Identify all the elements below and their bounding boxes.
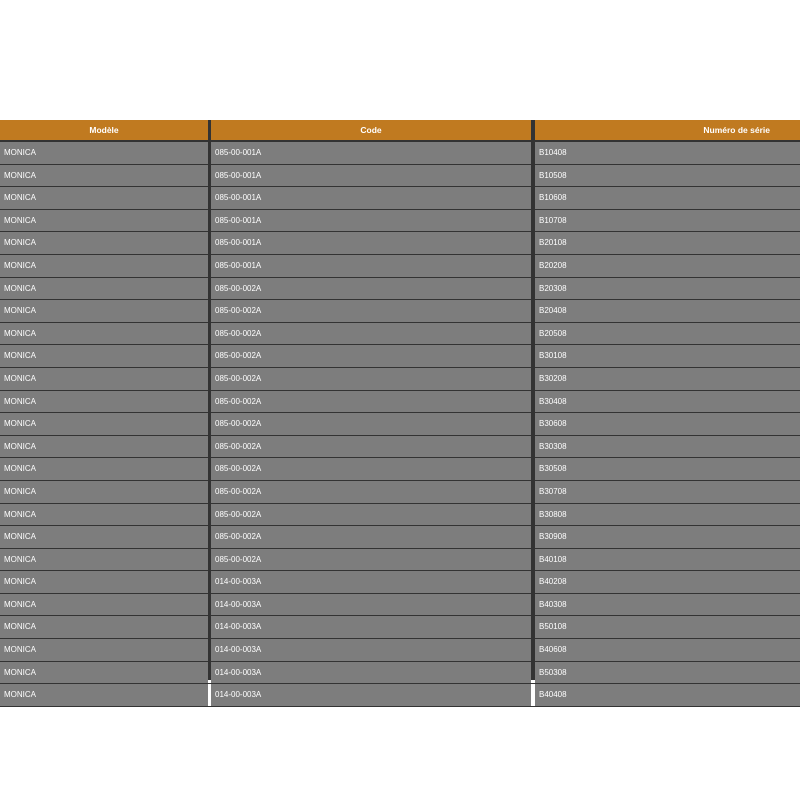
cell-model: MONICA <box>0 300 208 322</box>
cell-code: 014-00-003A <box>211 639 531 661</box>
header-code[interactable]: Code <box>211 120 531 140</box>
cell-serial-number: B50108 <box>535 616 800 638</box>
cell-code: 014-00-003A <box>211 616 531 638</box>
cell-code: 085-00-001A <box>211 142 531 164</box>
cell-model: MONICA <box>0 571 208 593</box>
cell-model: MONICA <box>0 187 208 209</box>
table-row[interactable] <box>0 594 800 617</box>
cell-code: 085-00-002A <box>211 481 531 503</box>
cell-model: MONICA <box>0 210 208 232</box>
cell-code: 014-00-003A <box>211 684 531 706</box>
cell-code: 085-00-002A <box>211 413 531 435</box>
table-row[interactable] <box>0 662 800 685</box>
cell-code: 085-00-002A <box>211 323 531 345</box>
cell-code: 085-00-001A <box>211 232 531 254</box>
cell-model: MONICA <box>0 232 208 254</box>
cell-model: MONICA <box>0 549 208 571</box>
cell-code: 014-00-003A <box>211 571 531 593</box>
table-row[interactable] <box>0 639 800 662</box>
table-row[interactable] <box>0 549 800 572</box>
cell-serial-number: B10508 <box>535 165 800 187</box>
cell-model: MONICA <box>0 368 208 390</box>
cell-serial-number: B30808 <box>535 504 800 526</box>
table-row[interactable] <box>0 165 800 188</box>
cell-code: 085-00-002A <box>211 549 531 571</box>
table-body <box>0 142 800 707</box>
cell-serial-number: B40408 <box>535 684 800 706</box>
cell-code: 085-00-001A <box>211 255 531 277</box>
cell-model: MONICA <box>0 436 208 458</box>
table-row[interactable] <box>0 526 800 549</box>
cell-model: MONICA <box>0 165 208 187</box>
cell-model: MONICA <box>0 142 208 164</box>
table-row[interactable] <box>0 436 800 459</box>
cell-model: MONICA <box>0 391 208 413</box>
cell-model: MONICA <box>0 684 208 706</box>
cell-serial-number: B30408 <box>535 391 800 413</box>
cell-model: MONICA <box>0 413 208 435</box>
cell-code: 085-00-002A <box>211 391 531 413</box>
table-row[interactable] <box>0 142 800 165</box>
cell-serial-number: B20408 <box>535 300 800 322</box>
cell-code: 085-00-001A <box>211 210 531 232</box>
header-model[interactable]: Modèle <box>0 120 208 140</box>
table-row[interactable] <box>0 232 800 255</box>
cell-model: MONICA <box>0 616 208 638</box>
table-row[interactable] <box>0 481 800 504</box>
cell-serial-number: B40108 <box>535 549 800 571</box>
cell-serial-number: B50308 <box>535 662 800 684</box>
table-row[interactable] <box>0 368 800 391</box>
cell-serial-number: B10708 <box>535 210 800 232</box>
cell-serial-number: B30908 <box>535 526 800 548</box>
table-row[interactable] <box>0 210 800 233</box>
cell-serial-number: B40308 <box>535 594 800 616</box>
cell-model: MONICA <box>0 458 208 480</box>
table-row[interactable] <box>0 278 800 301</box>
cell-serial-number: B30108 <box>535 345 800 367</box>
cell-code: 085-00-002A <box>211 436 531 458</box>
cell-code: 085-00-002A <box>211 368 531 390</box>
table-row[interactable] <box>0 571 800 594</box>
cell-code: 085-00-002A <box>211 526 531 548</box>
table-row[interactable] <box>0 616 800 639</box>
cell-model: MONICA <box>0 526 208 548</box>
cell-model: MONICA <box>0 639 208 661</box>
cell-serial-number: B20208 <box>535 255 800 277</box>
cell-serial-number: B40608 <box>535 639 800 661</box>
cell-model: MONICA <box>0 323 208 345</box>
table-row[interactable] <box>0 323 800 346</box>
cell-serial-number: B20508 <box>535 323 800 345</box>
cell-serial-number: B30608 <box>535 413 800 435</box>
cell-code: 014-00-003A <box>211 594 531 616</box>
table-row[interactable] <box>0 345 800 368</box>
cell-serial-number: B30208 <box>535 368 800 390</box>
table-header-row <box>0 120 800 142</box>
table-row[interactable] <box>0 187 800 210</box>
table-row[interactable] <box>0 255 800 278</box>
cell-model: MONICA <box>0 345 208 367</box>
cell-serial-number: B30508 <box>535 458 800 480</box>
cell-serial-number: B30708 <box>535 481 800 503</box>
table-row[interactable] <box>0 413 800 436</box>
cell-code: 085-00-001A <box>211 187 531 209</box>
cell-serial-number: B20108 <box>535 232 800 254</box>
header-serial-number[interactable]: Numéro de série <box>535 120 800 140</box>
table-row[interactable] <box>0 391 800 414</box>
cell-serial-number: B20308 <box>535 278 800 300</box>
cell-code: 085-00-002A <box>211 278 531 300</box>
cell-code: 085-00-002A <box>211 345 531 367</box>
cell-code: 085-00-001A <box>211 165 531 187</box>
serial-number-table <box>0 120 800 700</box>
cell-model: MONICA <box>0 594 208 616</box>
cell-code: 085-00-002A <box>211 504 531 526</box>
cell-code: 085-00-002A <box>211 458 531 480</box>
cell-serial-number: B10608 <box>535 187 800 209</box>
table-row[interactable] <box>0 458 800 481</box>
cell-model: MONICA <box>0 504 208 526</box>
cell-code: 014-00-003A <box>211 662 531 684</box>
cell-model: MONICA <box>0 255 208 277</box>
cell-model: MONICA <box>0 481 208 503</box>
cell-model: MONICA <box>0 278 208 300</box>
cell-serial-number: B40208 <box>535 571 800 593</box>
table-row[interactable] <box>0 300 800 323</box>
cell-serial-number: B10408 <box>535 142 800 164</box>
cell-model: MONICA <box>0 662 208 684</box>
table-row[interactable] <box>0 504 800 527</box>
cell-code: 085-00-002A <box>211 300 531 322</box>
cell-serial-number: B30308 <box>535 436 800 458</box>
table-row[interactable] <box>0 684 800 707</box>
